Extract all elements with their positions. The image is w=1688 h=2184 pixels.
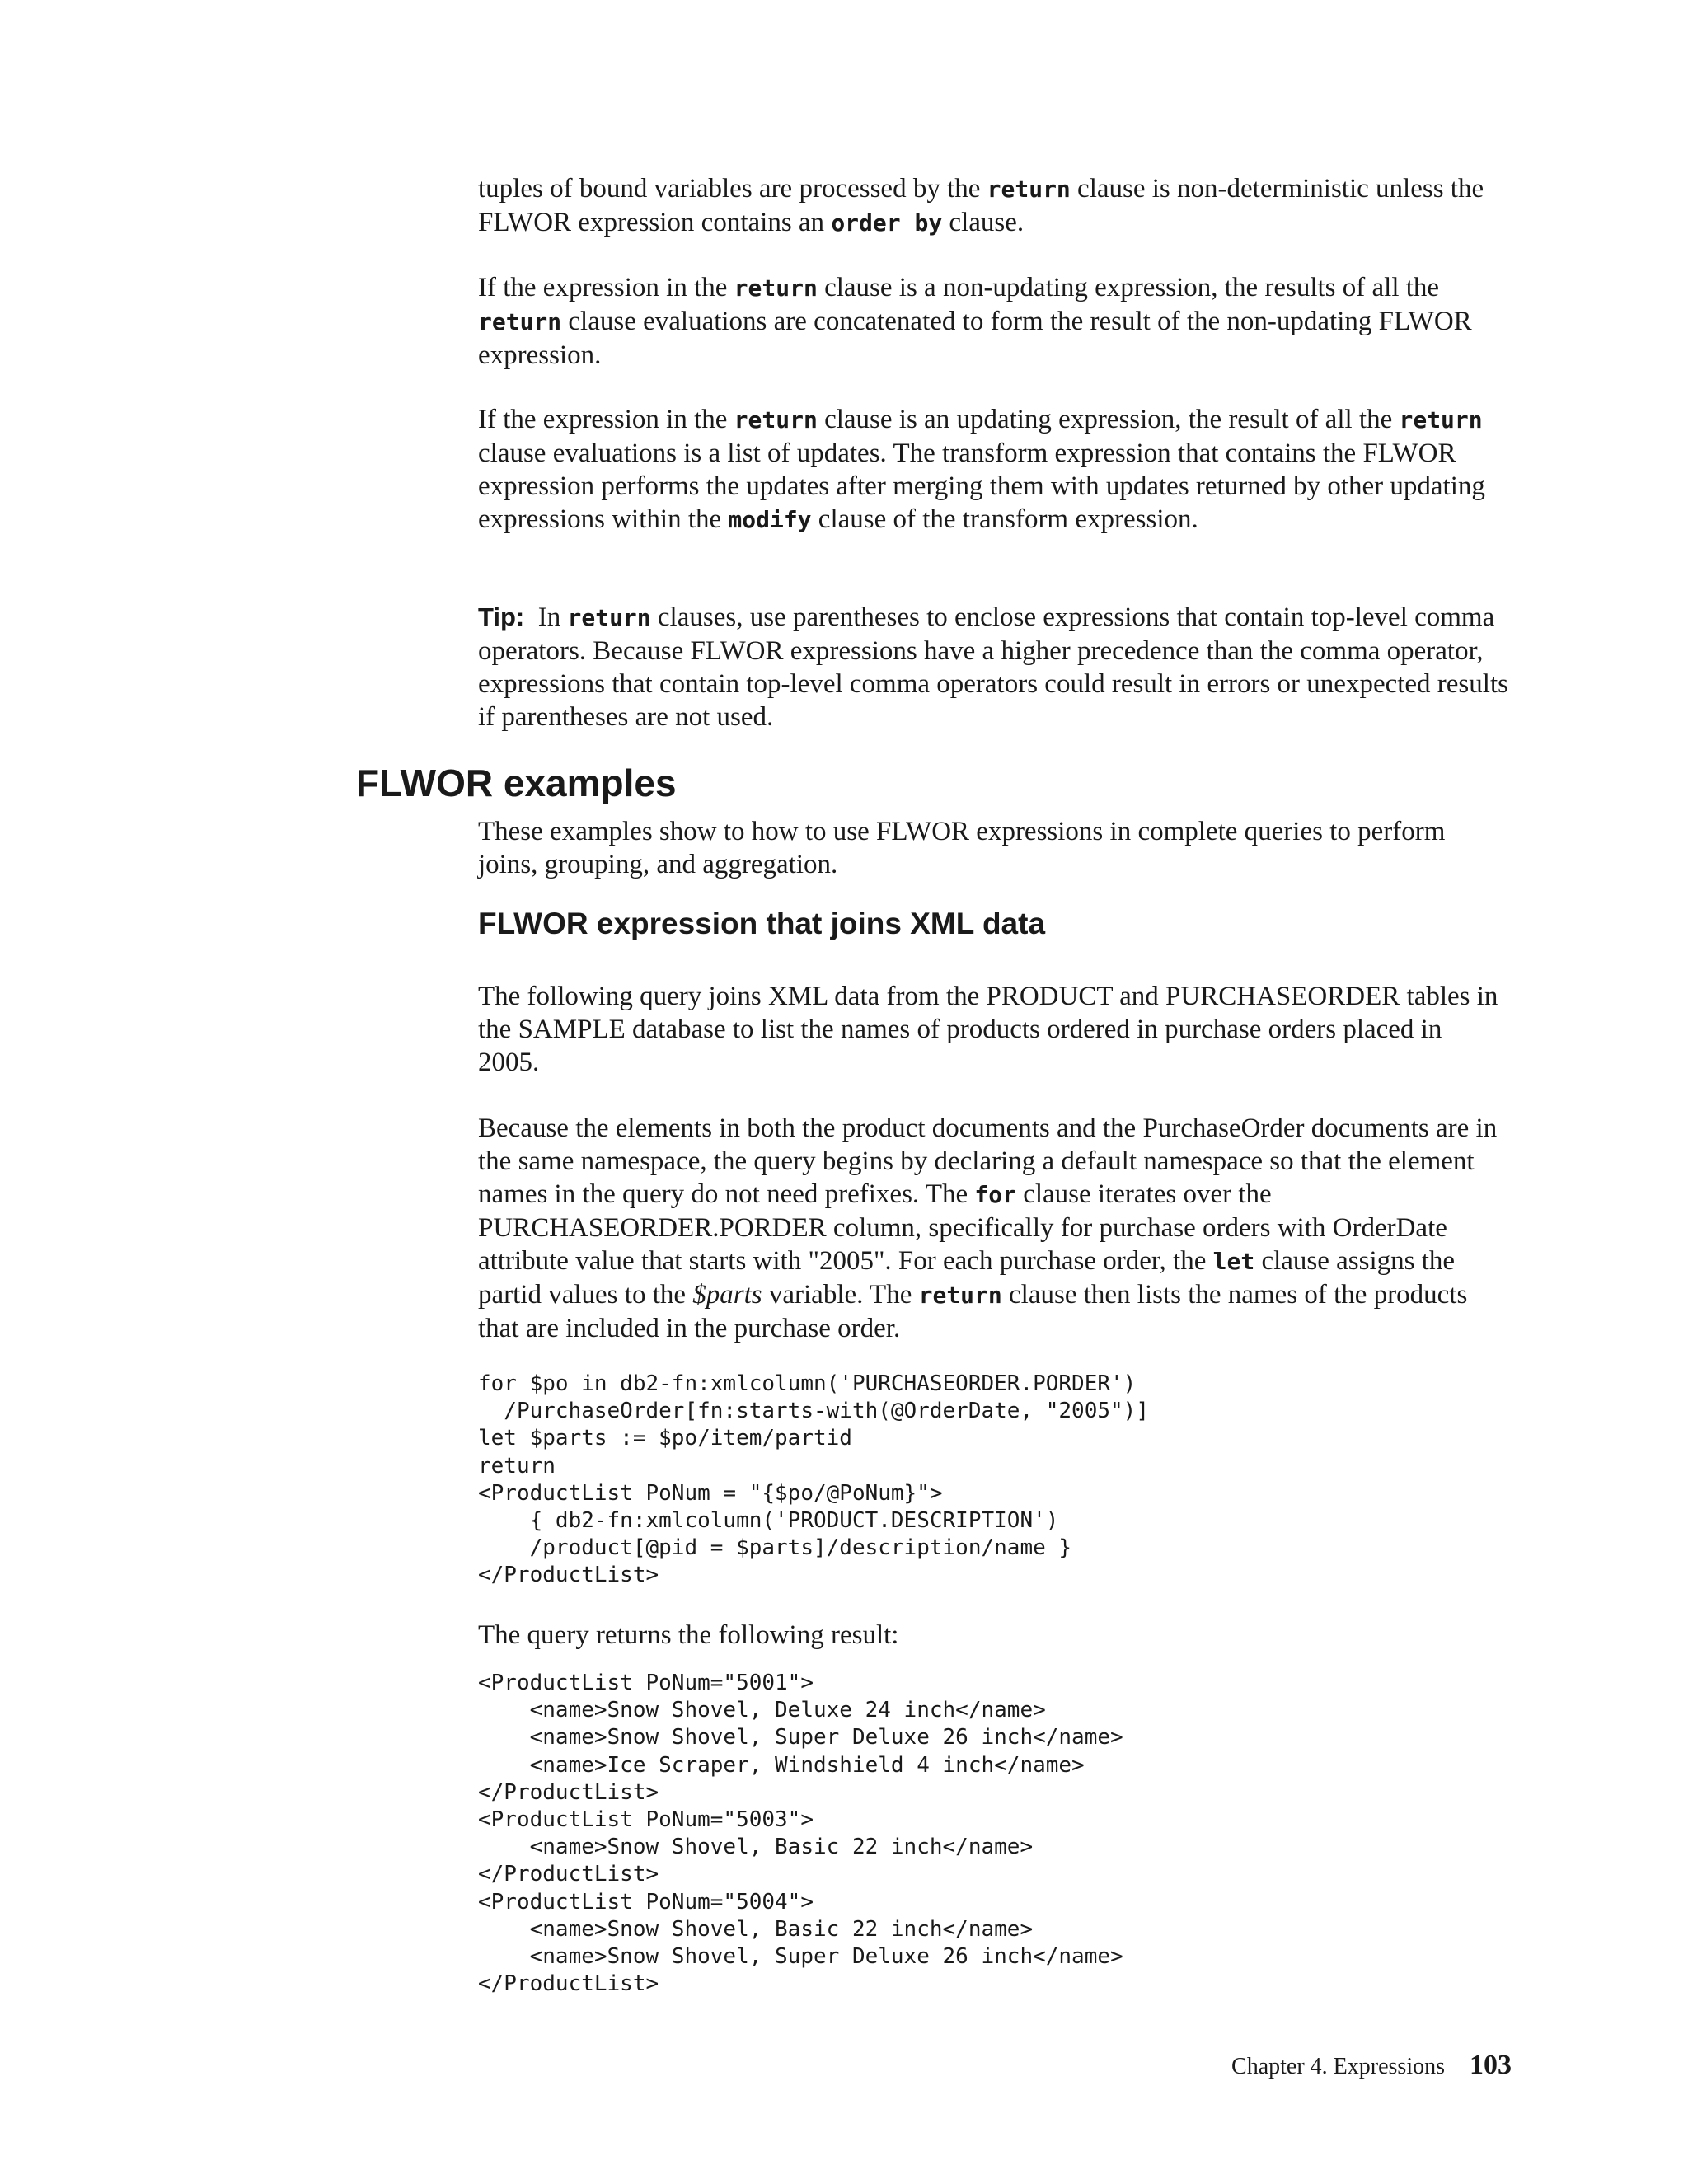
text-run: If the expression in the [478, 405, 734, 434]
text-run: clause iterates over the PURCHASEORDER.PORDER column, specifically for purchase orders with OrderDate attribute value that starts with "2005". For each purchase order, the [478, 1179, 1447, 1276]
code-keyword: return [567, 604, 651, 631]
paragraph-text [478, 172, 1508, 240]
text-run: If the expression in the [478, 273, 734, 302]
code-keyword: for [974, 1181, 1016, 1208]
paragraph-text [478, 601, 1508, 733]
tip-block [478, 601, 1508, 733]
text-run: clause is an updating expression, the result of all the [817, 405, 1400, 434]
paragraph-text: These examples show to how to use FLWOR expressions in complete queries to perform joins, grouping, and aggregation. [478, 817, 1446, 879]
text-run: clause assigns the partid values to the [478, 1246, 1456, 1310]
text-run: clause then lists the names of the products that are included in the purchase order. [478, 1280, 1468, 1343]
paragraph-text: The query returns the following result: [478, 1620, 899, 1650]
text-run: clause is a non-updating expression, the results of all the [817, 273, 1440, 302]
result-code-block: <ProductList PoNum="5001"> <name>Snow Shovel, Deluxe 24 inch</name> <name>Snow Shovel, Super Deluxe 26 inch</name> <name>Ice Scraper, Windshield 4 inch</name> </ProductList> <ProductList PoNum="5003"> <name>Snow Shovel, Basic 22 inch</name> </ProductList> <ProductList PoNum="5004"> <name>Snow Shovel, Basic 22 inch</name> <name>Snow Shovel, Super Deluxe 26 inch</name> </ProductList> [478, 1671, 1123, 1997]
code-keyword: modify [728, 506, 812, 533]
variable-name: $parts [692, 1280, 762, 1310]
code-keyword: order by [831, 209, 943, 237]
code-keyword: return [734, 406, 818, 434]
code-keyword: return [734, 274, 818, 302]
paragraph-text: The following query joins XML data from the PRODUCT and PURCHASEORDER tables in the SAMPLE database to list the names of products ordered in purchase orders placed in 2005. [478, 982, 1498, 1077]
code-keyword: return [918, 1282, 1002, 1309]
text-run: clause evaluations are concatenated to form the result of the non-updating FLWOR expression. [478, 307, 1472, 370]
text-run: In [524, 602, 568, 632]
paragraph-non-updating [478, 271, 1508, 372]
code-keyword: return [478, 308, 562, 335]
text-run: variable. The [762, 1280, 919, 1310]
text-run: clause of the transform expression. [811, 504, 1198, 534]
paragraph-text [478, 1112, 1508, 1345]
paragraph-text [478, 271, 1508, 372]
code-keyword: return [987, 176, 1071, 203]
text-run: clause evaluations is a list of updates. The transform expression that contains the FLWOR expression performs the updates after merging them with updates returned by other updating expressions within the [478, 438, 1485, 534]
page-number: 103 [1470, 2050, 1512, 2080]
subsection-heading: FLWOR expression that joins XML data [478, 907, 1046, 940]
text-run: clauses, use parentheses to enclose expressions that contain top-level comma operators. Because FLWOR expressions have a higher precedence than the comma operator, expressions that contain top-level comma operators could result in errors or unexpected results if parentheses are not used. [478, 602, 1508, 732]
text-run: clause. [942, 208, 1025, 237]
tip-label: Tip: [478, 602, 525, 631]
text-run: Because the elements in both the product documents and the PurchaseOrder documents are in the same namespace, the query begins by declaring a default namespace so that the element names in the query do not need prefixes. The [478, 1113, 1498, 1209]
query-code-block: for $po in db2-fn:xmlcolumn('PURCHASEORDER.PORDER') /PurchaseOrder[fn:starts-with(@OrderDate, "2005")] let $parts := $po/item/partid return <ProductList PoNum = "{$po/@PoNum}"> { db2-fn:xmlcolumn('PRODUCT.DESCRIPTION') /product[@pid = $parts]/description/name } </ProductList> [478, 1371, 1149, 1588]
page-footer [1231, 2049, 1512, 2083]
result-intro [478, 1619, 1508, 1652]
code-keyword: let [1212, 1248, 1255, 1275]
text-run: tuples of bound variables are processed by the [478, 174, 987, 204]
paragraph-query-explanation [478, 1112, 1508, 1345]
code-keyword: return [1399, 406, 1483, 434]
paragraph-return-order [478, 172, 1508, 240]
section-heading: FLWOR examples [356, 762, 677, 804]
paragraph-updating [478, 403, 1508, 537]
paragraph-join-description [478, 980, 1508, 1079]
text-run: clause is non-deterministic unless the FLWOR expression contains an [478, 174, 1484, 237]
paragraph-text [478, 403, 1508, 537]
chapter-label: Chapter 4. Expressions [1231, 2054, 1445, 2079]
section-intro [478, 815, 1508, 881]
